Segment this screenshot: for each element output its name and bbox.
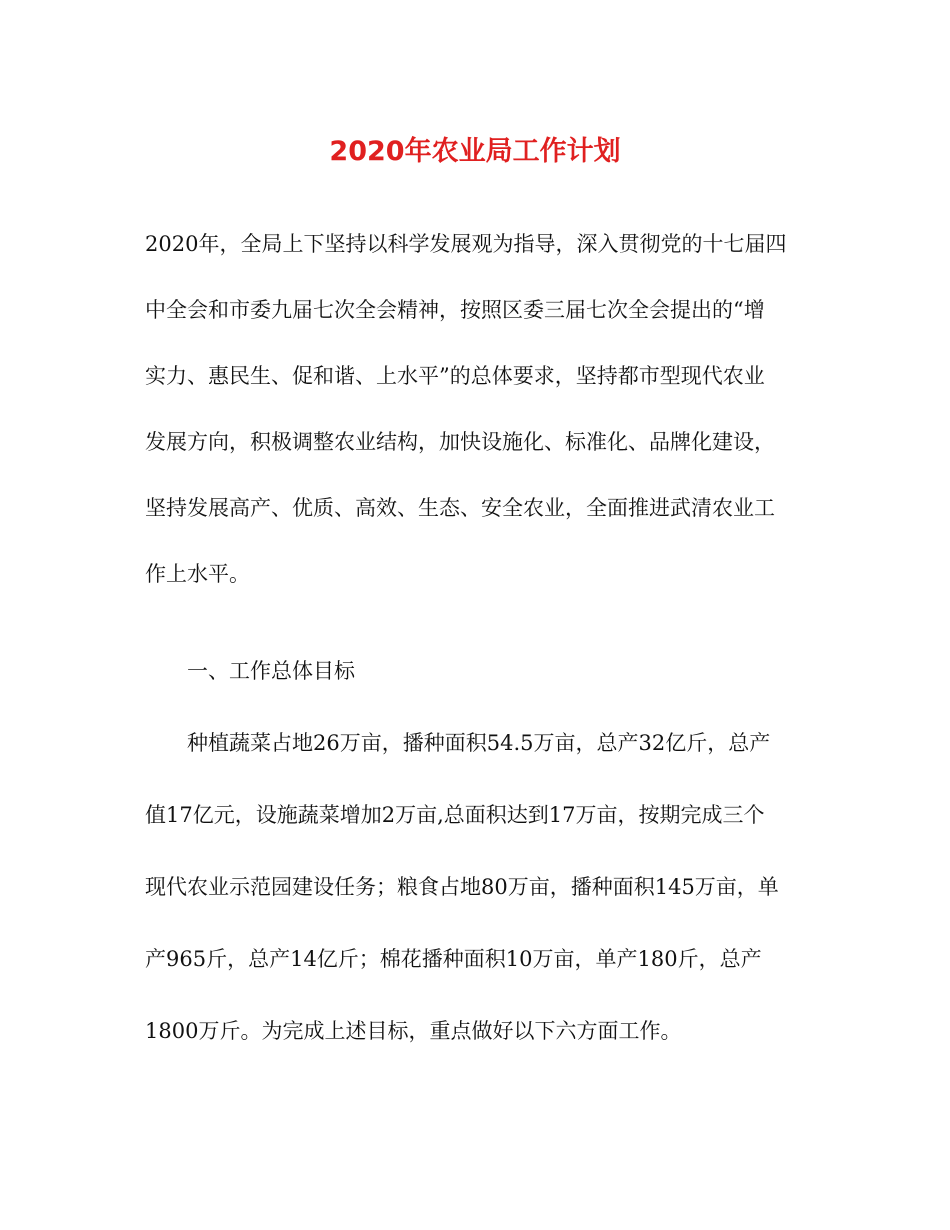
paragraph-1-line-5: 坚持发展高产、优质、高效、生态、安全农业，全面推进武清农业工 <box>145 496 775 520</box>
paragraph-1-line-2: 中全会和市委九届七次全会精神，按照区委三届七次全会提出的“增 <box>145 298 765 322</box>
paragraph-2-line-5: 1800万斤。为完成上述目标，重点做好以下六方面工作。 <box>145 1019 682 1043</box>
paragraph-1-line-4: 发展方向，积极调整农业结构，加快设施化、标准化、品牌化建设， <box>145 430 775 454</box>
paragraph-2-line-3: 现代农业示范园建设任务；粮食占地80万亩，播种面积145万亩，单 <box>145 875 779 899</box>
paragraph-2-line-4: 产965斤，总产14亿斤；棉花播种面积10万亩，单产180斤，总产 <box>145 947 762 971</box>
paragraph-1-line-1: 2020年，全局上下坚持以科学发展观为指导，深入贯彻党的十七届四 <box>145 232 787 256</box>
paragraph-2-line-1: 种植蔬菜占地26万亩，播种面积54.5万亩，总产32亿斤，总产 <box>187 731 771 755</box>
document-title: 2020年农业局工作计划 <box>329 136 621 167</box>
paragraph-1-line-6: 作上水平。 <box>145 562 250 586</box>
paragraph-2-line-2: 值17亿元，设施蔬菜增加2万亩,总面积达到17万亩，按期完成三个 <box>145 803 765 827</box>
paragraph-1-line-3: 实力、惠民生、促和谐、上水平”的总体要求，坚持都市型现代农业 <box>145 364 765 388</box>
section-heading: 一、工作总体目标 <box>187 659 355 683</box>
